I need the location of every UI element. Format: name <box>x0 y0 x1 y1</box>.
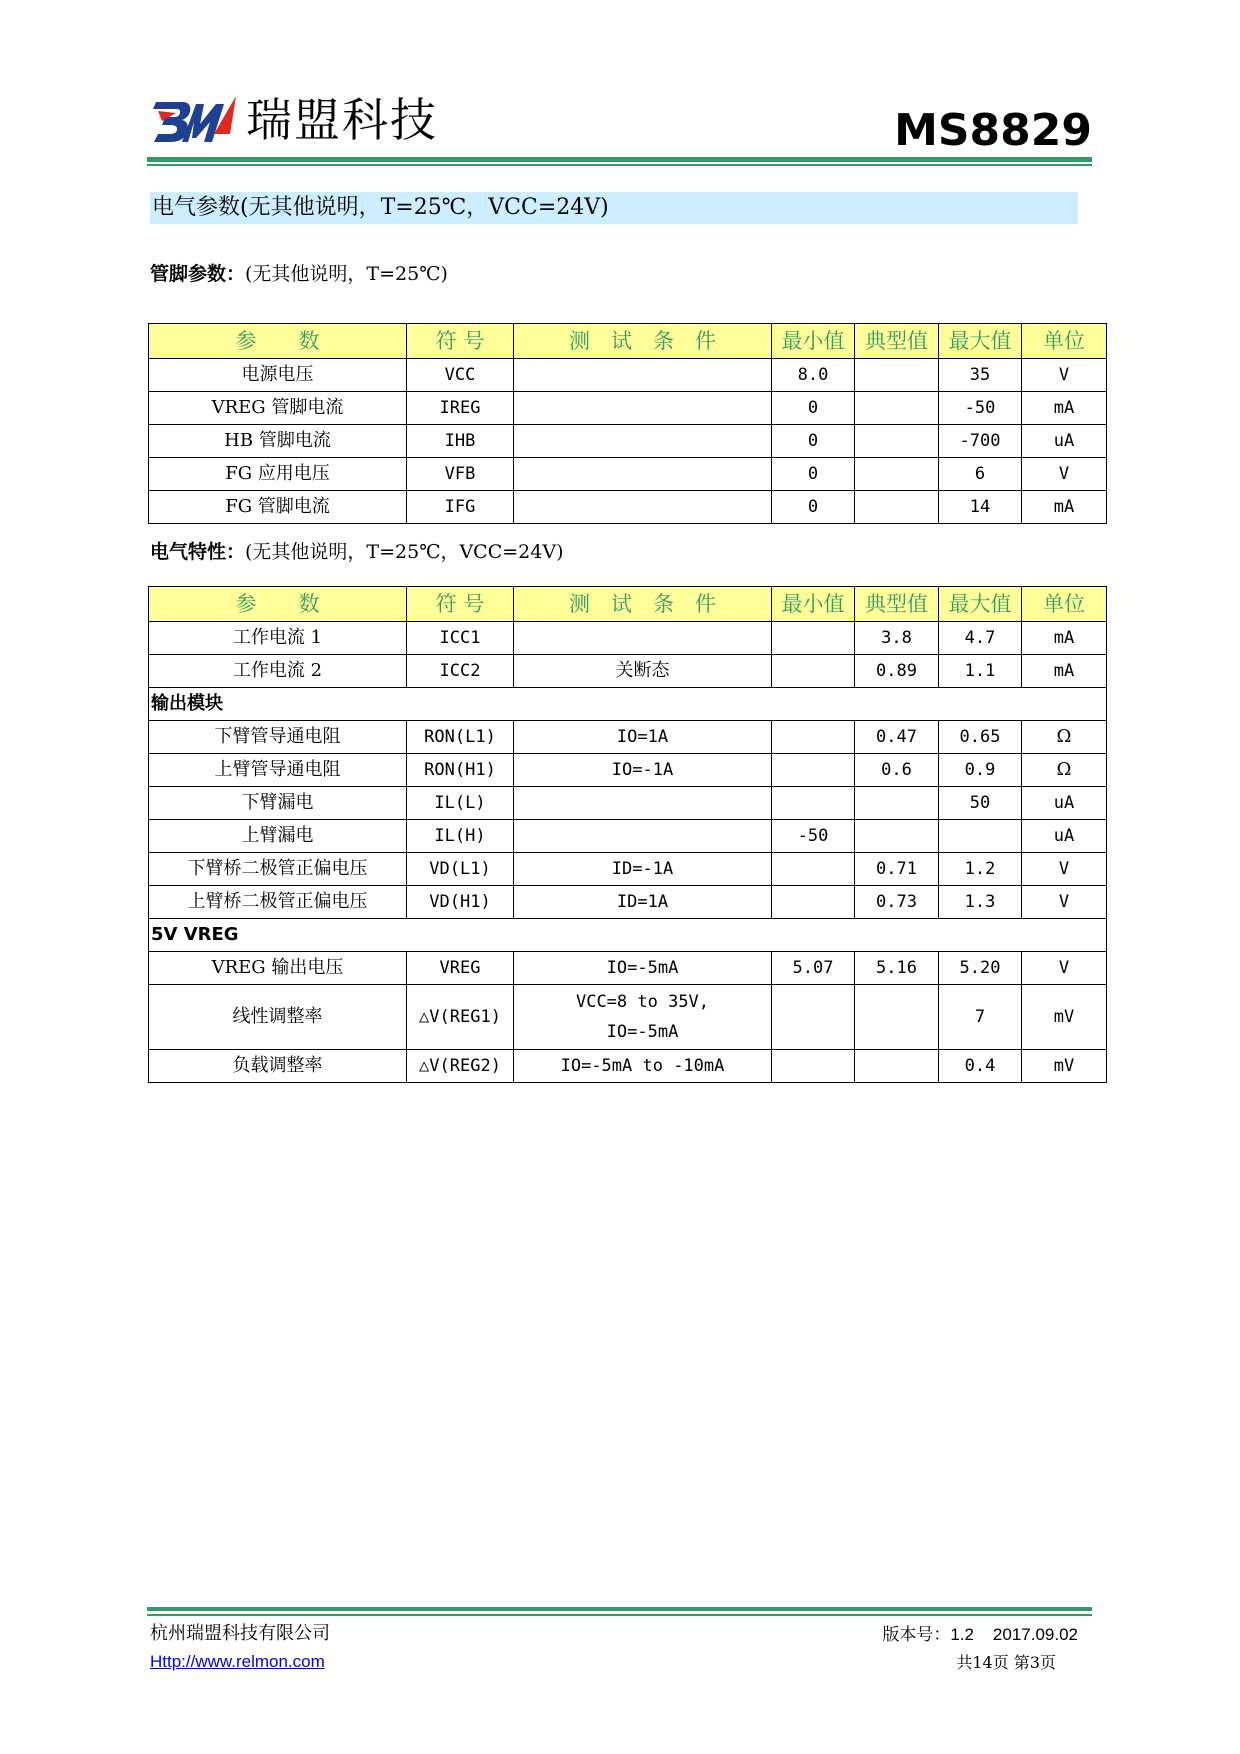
cell-max: -700 <box>939 425 1022 458</box>
table-row <box>149 491 1107 524</box>
cell-unit: uA <box>1022 787 1107 820</box>
cell-condition <box>514 491 772 524</box>
cell-param: FG 应用电压 <box>149 458 407 491</box>
footer-rule-thin <box>147 1614 1092 1616</box>
cell-typ <box>855 458 939 491</box>
table-header-row <box>149 324 1107 359</box>
cell-symbol: IREG <box>407 392 514 425</box>
cell-condition: IO=-1A <box>514 754 772 787</box>
cell-max: 0.4 <box>939 1050 1022 1083</box>
cell-param: 下臂管导通电阻 <box>149 721 407 754</box>
table-row <box>149 886 1107 919</box>
footer-rule-thick <box>147 1607 1092 1611</box>
cell-typ <box>855 1050 939 1083</box>
cell-unit: mA <box>1022 622 1107 655</box>
cell-typ: 0.6 <box>855 754 939 787</box>
cell-condition: IO=-5mA to -10mA <box>514 1050 772 1083</box>
cell-symbol: ICC2 <box>407 655 514 688</box>
cell-typ <box>855 359 939 392</box>
cell-min <box>772 622 855 655</box>
col-header-unit: 单位 <box>1022 587 1107 622</box>
footer-company: 杭州瑞盟科技有限公司 <box>150 1623 330 1644</box>
cell-min: 0 <box>772 491 855 524</box>
cell-min: 0 <box>772 458 855 491</box>
cell-param: 线性调整率 <box>149 985 407 1050</box>
cell-unit: mA <box>1022 392 1107 425</box>
cell-symbol: △V(REG2) <box>407 1050 514 1083</box>
pin-params-heading-note: (无其他说明，T=25℃) <box>245 263 448 285</box>
col-header-max: 最大值 <box>939 324 1022 359</box>
col-header-param: 参 数 <box>149 587 407 622</box>
version-number: 1.2 <box>950 1625 974 1644</box>
table-row <box>149 425 1107 458</box>
cell-typ: 5.16 <box>855 952 939 985</box>
table-row <box>149 820 1107 853</box>
cell-symbol: VCC <box>407 359 514 392</box>
cell-condition <box>514 985 772 1050</box>
cell-symbol: VFB <box>407 458 514 491</box>
cell-symbol: IFG <box>407 491 514 524</box>
cell-max: 0.9 <box>939 754 1022 787</box>
version-date: 2017.09.02 <box>992 1625 1078 1644</box>
cell-max: 1.1 <box>939 655 1022 688</box>
cell-min <box>772 655 855 688</box>
cell-param: 下臂漏电 <box>149 787 407 820</box>
cell-symbol: VD(L1) <box>407 853 514 886</box>
cell-condition <box>514 392 772 425</box>
elec-chars-heading <box>150 540 563 564</box>
cell-param: FG 管脚电流 <box>149 491 407 524</box>
cell-min: 5.07 <box>772 952 855 985</box>
cell-symbol: VD(H1) <box>407 886 514 919</box>
group-label-output: 输出模块 <box>149 688 1107 721</box>
cell-min <box>772 754 855 787</box>
cell-param: 上臂漏电 <box>149 820 407 853</box>
cell-max: 0.65 <box>939 721 1022 754</box>
col-header-symbol: 符 号 <box>407 324 514 359</box>
cell-condition-line1: VCC=8 to 35V, <box>575 992 710 1012</box>
group-row-output <box>149 688 1107 721</box>
cell-typ: 0.47 <box>855 721 939 754</box>
cell-param: 负载调整率 <box>149 1050 407 1083</box>
table-row <box>149 1050 1107 1083</box>
cell-typ: 0.73 <box>855 886 939 919</box>
cell-unit: V <box>1022 359 1107 392</box>
cell-max: 7 <box>939 985 1022 1050</box>
col-header-min: 最小值 <box>772 324 855 359</box>
cell-unit: Ω <box>1022 754 1107 787</box>
logo-mark-icon <box>152 94 238 150</box>
cell-condition <box>514 458 772 491</box>
cell-symbol: RON(L1) <box>407 721 514 754</box>
col-header-min: 最小值 <box>772 587 855 622</box>
cell-symbol: IL(L) <box>407 787 514 820</box>
cell-min <box>772 721 855 754</box>
cell-max: -50 <box>939 392 1022 425</box>
elec-chars-heading-note: (无其他说明，T=25℃，VCC=24V) <box>245 541 564 563</box>
cell-max: 14 <box>939 491 1022 524</box>
cell-min: -50 <box>772 820 855 853</box>
cell-min <box>772 886 855 919</box>
cell-param: HB 管脚电流 <box>149 425 407 458</box>
group-row-vreg <box>149 919 1107 952</box>
cell-min <box>772 1050 855 1083</box>
cell-symbol: RON(H1) <box>407 754 514 787</box>
col-header-unit: 单位 <box>1022 324 1107 359</box>
cell-unit: mV <box>1022 985 1107 1050</box>
cell-min: 0 <box>772 392 855 425</box>
company-name: 瑞盟科技 <box>246 93 438 147</box>
cell-max: 4.7 <box>939 622 1022 655</box>
cell-condition <box>514 622 772 655</box>
col-header-condition: 测 试 条 件 <box>514 587 772 622</box>
table-row <box>149 952 1107 985</box>
pin-params-table <box>148 323 1107 524</box>
table-row <box>149 754 1107 787</box>
col-header-symbol: 符 号 <box>407 587 514 622</box>
version-label: 版本号： <box>882 1625 951 1645</box>
cell-typ <box>855 985 939 1050</box>
cell-min <box>772 787 855 820</box>
table-row <box>149 359 1107 392</box>
cell-max: 35 <box>939 359 1022 392</box>
col-header-typ: 典型值 <box>855 324 939 359</box>
cell-condition <box>514 425 772 458</box>
cell-unit: V <box>1022 853 1107 886</box>
table-row <box>149 622 1107 655</box>
col-header-condition: 测 试 条 件 <box>514 324 772 359</box>
pin-params-heading <box>150 262 448 286</box>
footer-page-count: 共14页 第3页 <box>956 1653 1056 1672</box>
cell-min <box>772 985 855 1050</box>
cell-typ: 0.89 <box>855 655 939 688</box>
footer-version <box>882 1624 1078 1646</box>
cell-max: 1.3 <box>939 886 1022 919</box>
cell-condition-line2: IO=-5mA <box>606 1022 679 1042</box>
cell-param: VREG 输出电压 <box>149 952 407 985</box>
cell-typ: 3.8 <box>855 622 939 655</box>
cell-max: 5.20 <box>939 952 1022 985</box>
cell-param: 工作电流 1 <box>149 622 407 655</box>
company-logo <box>152 94 238 150</box>
cell-condition: IO=1A <box>514 721 772 754</box>
cell-unit: mV <box>1022 1050 1107 1083</box>
cell-typ <box>855 491 939 524</box>
group-label-vreg: 5V VREG <box>149 919 1107 952</box>
cell-condition <box>514 359 772 392</box>
cell-unit: V <box>1022 886 1107 919</box>
table-row <box>149 392 1107 425</box>
header-rule-thick <box>147 157 1092 162</box>
cell-unit: uA <box>1022 820 1107 853</box>
cell-typ: 0.71 <box>855 853 939 886</box>
model-number: MS8829 <box>894 105 1092 156</box>
pin-params-heading-bold: 管脚参数： <box>150 263 246 285</box>
col-header-max: 最大值 <box>939 587 1022 622</box>
cell-min: 0 <box>772 425 855 458</box>
table-row <box>149 721 1107 754</box>
cell-min: 8.0 <box>772 359 855 392</box>
table-row <box>149 458 1107 491</box>
cell-unit: V <box>1022 458 1107 491</box>
cell-min <box>772 853 855 886</box>
cell-param: 上臂桥二极管正偏电压 <box>149 886 407 919</box>
cell-typ <box>855 425 939 458</box>
cell-max: 6 <box>939 458 1022 491</box>
cell-typ <box>855 820 939 853</box>
section-title: 电气参数(无其他说明，T=25℃，VCC=24V) <box>150 192 1078 224</box>
table-row <box>149 787 1107 820</box>
cell-unit: V <box>1022 952 1107 985</box>
table-row <box>149 853 1107 886</box>
header-rule-thin <box>147 164 1092 166</box>
cell-max: 50 <box>939 787 1022 820</box>
cell-unit: Ω <box>1022 721 1107 754</box>
cell-condition: ID=1A <box>514 886 772 919</box>
cell-param: 电源电压 <box>149 359 407 392</box>
cell-unit: uA <box>1022 425 1107 458</box>
cell-symbol: △V(REG1) <box>407 985 514 1050</box>
table-row <box>149 655 1107 688</box>
cell-max: 1.2 <box>939 853 1022 886</box>
cell-symbol: IHB <box>407 425 514 458</box>
col-header-param: 参 数 <box>149 324 407 359</box>
cell-condition <box>514 820 772 853</box>
col-header-typ: 典型值 <box>855 587 939 622</box>
table-header-row <box>149 587 1107 622</box>
cell-symbol: IL(H) <box>407 820 514 853</box>
cell-param: 工作电流 2 <box>149 655 407 688</box>
cell-max <box>939 820 1022 853</box>
cell-param: 上臂管导通电阻 <box>149 754 407 787</box>
cell-condition <box>514 787 772 820</box>
cell-condition: ID=-1A <box>514 853 772 886</box>
cell-condition: 关断态 <box>514 655 772 688</box>
cell-param: 下臂桥二极管正偏电压 <box>149 853 407 886</box>
elec-chars-heading-bold: 电气特性： <box>150 541 246 563</box>
cell-symbol: ICC1 <box>407 622 514 655</box>
table-row <box>149 985 1107 1050</box>
cell-typ <box>855 392 939 425</box>
cell-unit: mA <box>1022 655 1107 688</box>
cell-symbol: VREG <box>407 952 514 985</box>
cell-unit: mA <box>1022 491 1107 524</box>
footer-website-link[interactable]: Http://www.relmon.com <box>150 1652 325 1671</box>
cell-typ <box>855 787 939 820</box>
cell-condition: IO=-5mA <box>514 952 772 985</box>
elec-chars-table <box>148 586 1107 1083</box>
cell-param: VREG 管脚电流 <box>149 392 407 425</box>
